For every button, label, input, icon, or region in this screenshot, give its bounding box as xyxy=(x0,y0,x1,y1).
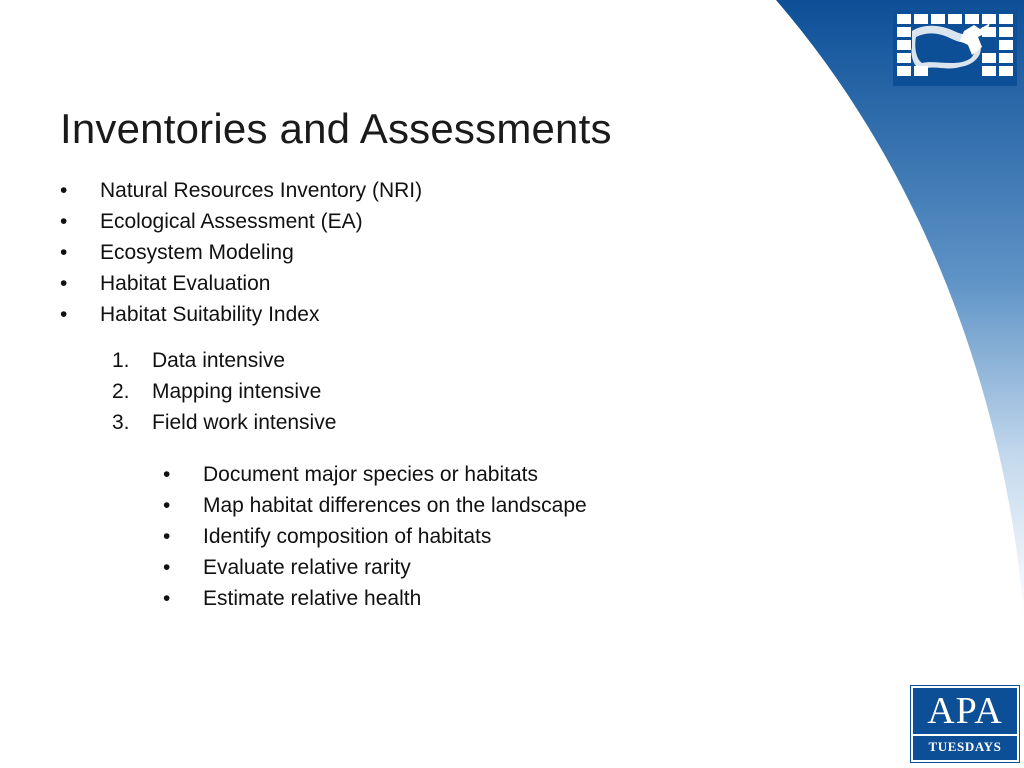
list-item: • Habitat Suitability Index xyxy=(100,299,422,330)
logo-divider xyxy=(913,734,1017,736)
bullet-icon: • xyxy=(60,179,68,202)
bullet-icon: • xyxy=(60,210,68,233)
list-number: 2. xyxy=(112,380,130,403)
bullet-icon: • xyxy=(60,241,68,264)
list-item: • Identify composition of habitats xyxy=(203,521,587,552)
main-bullet-list xyxy=(60,175,423,330)
list-item: • Ecological Assessment (EA) xyxy=(100,206,422,237)
list-item: • Document major species or habitats xyxy=(203,459,587,490)
sub-bullet-list xyxy=(163,459,587,614)
bullet-icon: • xyxy=(60,272,68,295)
list-item: • Ecosystem Modeling xyxy=(100,237,422,268)
list-number: 3. xyxy=(112,411,130,434)
page-title: Inventories and Assessments xyxy=(60,105,612,152)
logo-tuesdays-text: TUESDAYS xyxy=(928,739,1002,754)
list-item: • Evaluate relative rarity xyxy=(203,552,587,583)
list-item: • Habitat Evaluation xyxy=(100,268,422,299)
bullet-icon: • xyxy=(60,303,68,326)
logo-apa-text: APA xyxy=(927,690,1003,732)
list-item: 1. Data intensive xyxy=(152,345,336,376)
list-item: 2. Mapping intensive xyxy=(152,376,336,407)
apa-tuesdays-logo xyxy=(911,686,1019,762)
list-item: • Map habitat differences on the landscape xyxy=(203,490,587,521)
bullet-icon: • xyxy=(163,587,171,610)
list-item: • Natural Resources Inventory (NRI) xyxy=(100,175,422,206)
bullet-icon: • xyxy=(163,556,171,579)
map-grid-bird-icon xyxy=(893,10,1017,86)
list-item: 3. Field work intensive xyxy=(152,407,336,438)
bullet-icon: • xyxy=(163,463,171,486)
numbered-list xyxy=(112,345,337,438)
list-number: 1. xyxy=(112,349,130,372)
bullet-icon: • xyxy=(163,494,171,517)
list-item: • Estimate relative health xyxy=(203,583,587,614)
bullet-icon: • xyxy=(163,525,171,548)
